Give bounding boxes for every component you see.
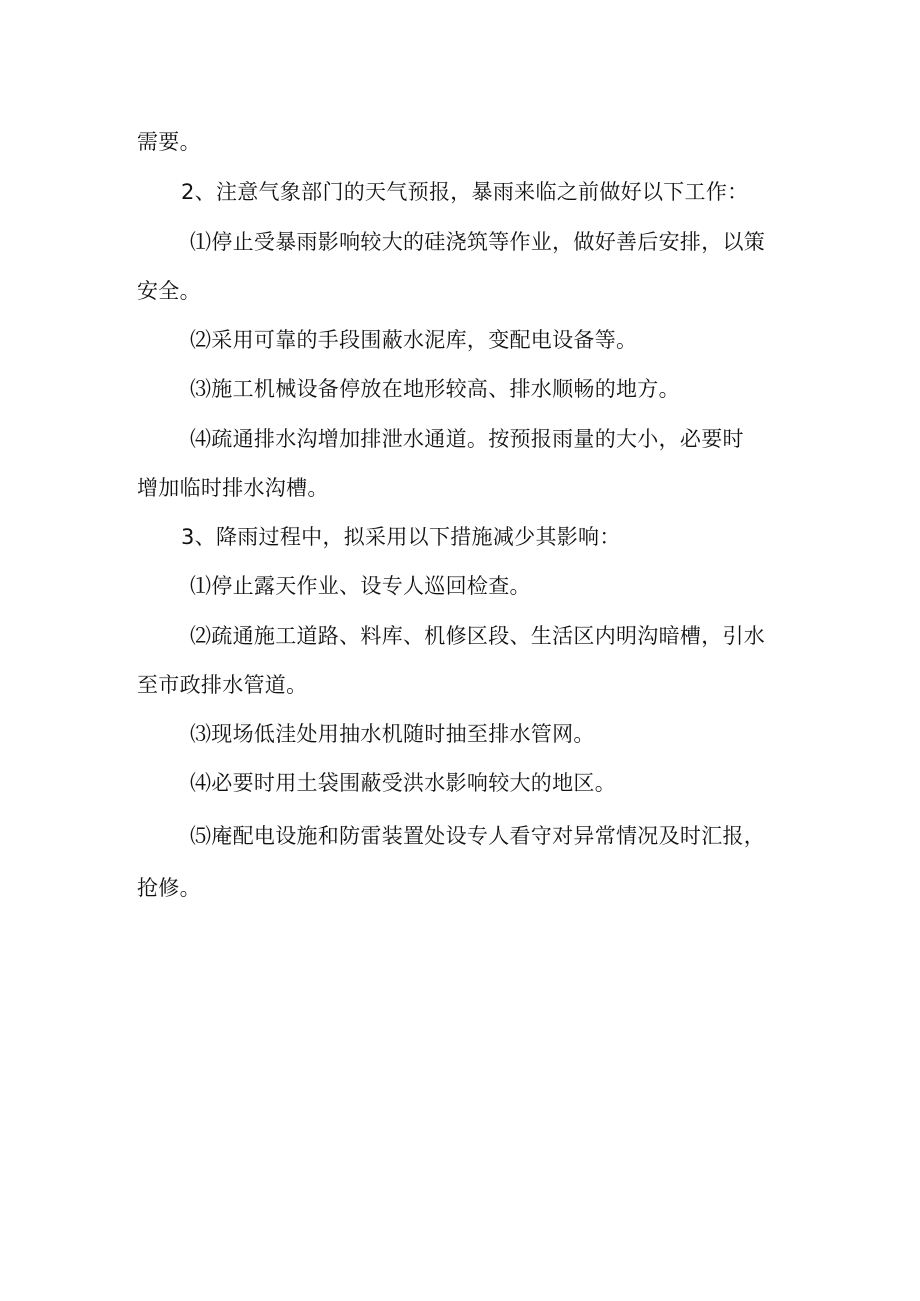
text-line: 需要。 xyxy=(137,130,201,154)
list-item: ⑸庵配电设施和防雷装置处设专人看守对异常情况及时汇报， xyxy=(190,824,766,848)
text-line: 安全。 xyxy=(137,279,201,303)
list-item: ⑴停止露天作业、设专人巡回检查。 xyxy=(190,574,531,598)
section-heading-3: 3、降雨过程中，拟采用以下措施减少其影响： xyxy=(181,525,621,549)
list-item: ⑶现场低洼处用抽水机随时抽至排水管网。 xyxy=(190,722,595,746)
text-line: 至市政排水管道。 xyxy=(137,673,308,697)
text-line: 抢修。 xyxy=(137,876,201,900)
list-item: ⑴停止受暴雨影响较大的硅浇筑等作业，做好善后安排，以策 xyxy=(190,230,766,254)
list-item: ⑷疏通排水沟增加排泄水通道。按预报雨量的大小，必要时 xyxy=(190,427,744,451)
list-item: ⑶施工机械设备停放在地形较高、排水顺畅的地方。 xyxy=(190,377,680,401)
text-line: 增加临时排水沟槽。 xyxy=(137,476,329,500)
section-heading-2: 2、注意气象部门的天气预报，暴雨来临之前做好以下工作： xyxy=(181,180,749,204)
list-item: ⑷必要时用土袋围蔽受洪水影响较大的地区。 xyxy=(190,771,616,795)
list-item: ⑵采用可靠的手段围蔽水泥库，变配电设备等。 xyxy=(190,328,638,352)
list-item: ⑵疏通施工道路、料库、机修区段、生活区内明沟暗槽，引水 xyxy=(190,624,766,648)
